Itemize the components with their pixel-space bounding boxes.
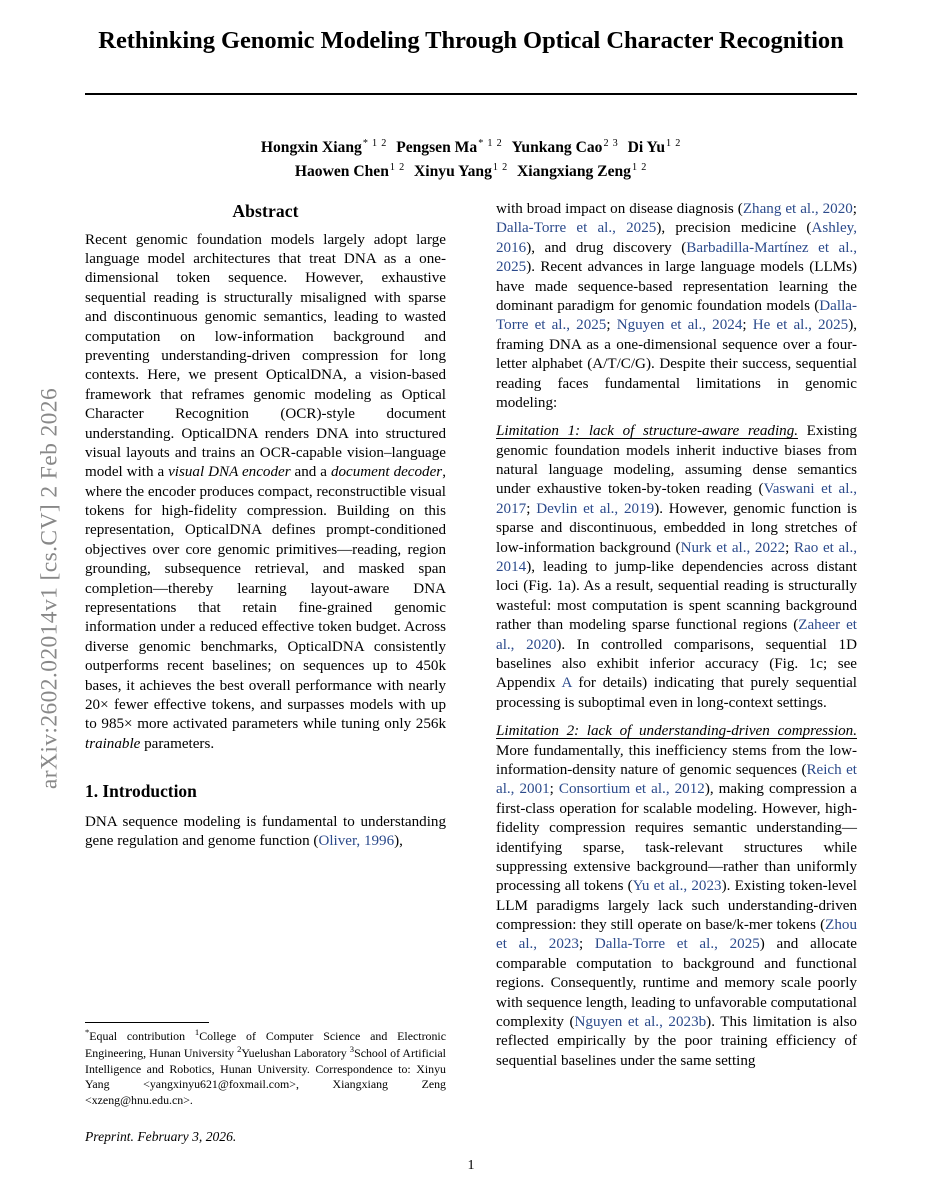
page-number: 1 — [467, 1158, 475, 1173]
paragraph-part: ). Existing token-level LLM paradigms largely lack such understanding-driven compression: they still operate on base/k-mer tokens ( — [496, 878, 857, 934]
paragraph-part: More fundamentally, this inefficiency stems from the low-information-density nature of genomic sequences ( — [496, 742, 857, 778]
author-line-1 — [85, 136, 857, 160]
author-entry — [396, 139, 502, 156]
author-entry — [512, 139, 619, 156]
citation-link[interactable]: Zhou et al., 2023 — [496, 917, 857, 953]
citation-link[interactable]: Zhang et al., 2020 — [742, 201, 853, 217]
limitation-2-body — [496, 743, 857, 1069]
paragraph-part: ; — [852, 201, 857, 217]
paper-page — [85, 0, 857, 1200]
abstract-text — [85, 231, 446, 755]
preprint-notice: Preprint. February 3, 2026. — [85, 1129, 237, 1145]
author-line-2 — [85, 160, 857, 184]
arxiv-stamp — [0, 0, 63, 1200]
right-paragraph-intro — [496, 200, 857, 413]
citation-link[interactable]: Reich et al., 2001 — [496, 761, 857, 798]
abstract-part: Recent genomic foundation models largely adopt large language model architectures that treat DNA as a one-dimensional token sequence. However, exhaustive sequential reading is structurally misaligned with sparse and discontinuous genomic semantics, leading to wasted computation on low-information background and preventing understanding-driven compression for long contexts. Here, we present OpticalDNA, a vision-based framework that reframes genomic modeling as Optical Character Recognition (OCR)-style document understanding. OpticalDNA renders DNA into structured visual layouts and trains an OCR-capable vision–language model with a — [85, 231, 446, 481]
author-entry — [295, 163, 405, 180]
citation-link[interactable]: Consortium et al., 2012 — [558, 781, 705, 798]
paragraph-part: ; — [742, 317, 753, 334]
paragraph-part: ), and drug discovery ( — [526, 239, 687, 256]
abstract-heading: Abstract — [232, 201, 299, 221]
citation-link[interactable]: Oliver, 1996 — [318, 832, 395, 849]
citation-link[interactable]: He et al., 2025 — [752, 317, 849, 334]
author-name: Xinyu Yang — [414, 162, 492, 180]
title-block — [85, 0, 857, 95]
citation-link[interactable]: Rao et al., 2014 — [496, 539, 857, 576]
section-heading-introduction: 1. Introduction — [85, 781, 197, 802]
footnote-part: Equal contribution — [89, 1028, 195, 1043]
abstract-emphasis: document decoder — [330, 464, 443, 481]
paragraph-part: ; — [606, 317, 617, 334]
limitation-1-heading: Limitation 1: lack of structure-aware reading. — [496, 423, 799, 440]
abstract-emphasis: trainable — [85, 735, 141, 752]
citation-link[interactable]: Vaswani et al., 2017 — [496, 481, 857, 517]
author-entry — [517, 163, 647, 180]
paragraph-part: ) and allocate comparable computation to background and functional regions. Consequently, runtime and memory scale poorly with sequence length, leading to unfavorable computational complexity ( — [496, 936, 857, 1031]
paragraph-part: ). Recent advances in large language models (LLMs) have made sequence-based representation learning the dominant paradigm for genomic foundation models ( — [496, 259, 857, 314]
footnote-divider — [85, 1022, 209, 1023]
author-name: Xiangxiang Zeng — [517, 162, 631, 180]
author-affiliation-marks: * 1 2 — [478, 137, 503, 149]
limitation-1-body — [496, 423, 857, 710]
citation-link[interactable]: Barbadilla-Martínez et al., 2025 — [496, 239, 857, 276]
footnote-marker: 3 — [349, 1044, 355, 1055]
citation-link[interactable]: Devlin et al., 2019 — [536, 500, 655, 517]
citation-link[interactable]: Ashley, 2016 — [496, 220, 857, 256]
paragraph-part: ), — [394, 832, 403, 849]
arxiv-stamp-text: arXiv:2602.02014v1 [cs.CV] 2 Feb 2026 — [36, 387, 63, 790]
citation-link[interactable]: Zaheer et al., 2020 — [496, 617, 857, 653]
abstract-emphasis: visual DNA encoder — [168, 464, 291, 481]
paragraph-part: ). This limitation is also reflected empirically by the poor training efficiency of sequential baselines under the same setting — [496, 1014, 857, 1069]
author-affiliation-marks: 1 2 — [666, 137, 682, 149]
paragraph-part: ), making compression a first-class operation for scalable modeling. However, high-fidelity compression requires semantic understanding—identifying sparse, task-relevant structures while suppressing extensive background—rather than uniformly processing all tokens ( — [496, 781, 858, 895]
author-entry — [628, 139, 682, 156]
paragraph-part: with broad impact on disease diagnosis ( — [496, 201, 743, 217]
author-list — [85, 136, 857, 184]
right-column — [496, 200, 857, 1080]
footnote-part: School of Artificial Intelligence and Robotics, Hunan University. Correspondence to: Xinyu Yang <yangxinyu621@foxmail.com>, Xiangxiang Zeng <xzeng@hnu.edu.cn>. — [85, 1046, 446, 1107]
page-title: Rethinking Genomic Modeling Through Optical Character Recognition — [98, 27, 844, 54]
citation-link[interactable]: Nurk et al., 2022 — [680, 539, 786, 556]
limitation-2-heading: Limitation 2: lack of understanding-driven compression. — [496, 723, 857, 740]
citation-link[interactable]: Dalla-Torre et al., 2025 — [594, 936, 760, 953]
paragraph-part: ), leading to jump-like dependencies across distant loci (Fig. 1a). As a result, sequential reading is structurally wasteful: most computation is spent scanning background rather than modeling sparse functional regions ( — [496, 559, 857, 634]
author-entry — [261, 139, 387, 156]
footnote-marker: 2 — [237, 1044, 242, 1055]
abstract-part: , where the encoder produces compact, reconstructible visual tokens for high-fidelity compression. Building on this representation, OpticalDNA defines prompt-conditioned objectives over core genomic primitives—reading, region grounding, subsequence retrieval, and masked span completion—thereby learning layout-aware DNA representations that retain fine-grained genomic information under a reduced effective token budget. Across diverse genomic benchmarks, OpticalDNA consistently outperforms recent baselines; on sequences up to 450k bases, it achieves the best overall performance with nearly 20× fewer effective tokens, and surpasses models with up to 985× more activated parameters while tuning only 256k — [85, 464, 446, 733]
author-name: Di Yu — [627, 139, 665, 157]
author-name: Pengsen Ma — [396, 139, 478, 157]
author-affiliation-marks: 2 3 — [603, 137, 619, 149]
title-divider — [85, 93, 857, 95]
introduction-paragraph — [85, 813, 446, 852]
citation-link[interactable]: Dalla-Torre et al., 2025 — [496, 220, 657, 237]
paragraph-part: Existing genomic foundation models inherit inductive biases from natural language modeling, assuming dense semantics under exhaustive token-by-token reading ( — [496, 423, 857, 498]
right-paragraph-limitation-1 — [496, 422, 857, 713]
citation-link[interactable]: Yu et al., 2023 — [632, 878, 722, 895]
footnote-block — [85, 1022, 446, 1145]
paragraph-part: ). However, genomic function is sparse and discontinuous, embedded in long stretches of low-information background ( — [496, 500, 858, 556]
citation-link[interactable]: A — [561, 675, 572, 692]
paragraph-part: ), precision medicine ( — [656, 220, 812, 237]
abstract-part: and a — [290, 464, 331, 481]
citation-link[interactable]: Dalla-Torre et al., 2025 — [496, 297, 857, 334]
paragraph-part: ; — [549, 781, 559, 798]
footnote-text — [85, 1027, 446, 1108]
author-affiliation-marks: 1 2 — [631, 161, 648, 173]
paragraph-part: ). In controlled comparisons, sequential 1D baselines also exhibit inferior accuracy (Fig. 1c; see Appendix — [496, 636, 857, 692]
footnote-marker: * — [85, 1027, 90, 1037]
footnote-marker: 1 — [194, 1027, 200, 1037]
abstract-part: parameters. — [140, 735, 215, 752]
paragraph-part: ; — [526, 500, 537, 517]
paragraph-part: ; — [785, 539, 794, 556]
author-affiliation-marks: 1 2 — [492, 161, 509, 173]
author-name: Haowen Chen — [294, 162, 389, 180]
citation-link[interactable]: Nguyen et al., 2023b — [574, 1014, 707, 1031]
paragraph-part: ), framing DNA as a one-dimensional sequence over a four-letter alphabet (A/T/C/G). Despite their success, sequential reading faces fundamental limitations in genomic modeling: — [496, 317, 858, 411]
author-entry — [414, 163, 508, 180]
citation-link[interactable]: Nguyen et al., 2024 — [616, 317, 743, 334]
paragraph-part: ; — [578, 936, 595, 953]
left-column — [85, 200, 446, 851]
author-affiliation-marks: * 1 2 — [362, 137, 388, 149]
paragraph-part: for details) indicating that purely sequential processing is suboptimal even in long-context settings. — [496, 675, 858, 711]
footnote-part: Yuelushan Laboratory — [241, 1046, 350, 1061]
author-name: Yunkang Cao — [511, 139, 603, 157]
author-affiliation-marks: 1 2 — [389, 161, 406, 173]
right-paragraph-limitation-2 — [496, 722, 857, 1071]
author-name: Hongxin Xiang — [260, 139, 362, 157]
paragraph-part: DNA sequence modeling is fundamental to understanding gene regulation and genome function ( — [85, 813, 446, 849]
footnote-part: College of Computer Science and Electronic Engineering, Hunan University — [85, 1028, 446, 1061]
